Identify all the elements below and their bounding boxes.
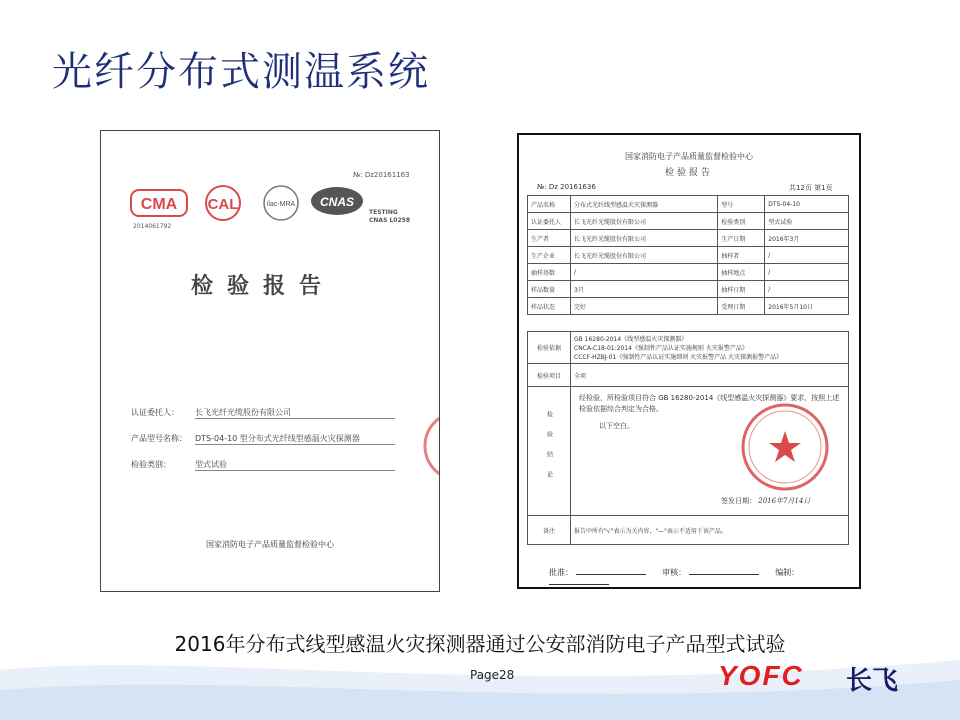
review-label: 审核： [662, 568, 687, 577]
yofc-logo: YOFC [718, 660, 804, 691]
cma-logo-text: CMA [140, 196, 178, 213]
report-page-count: 共12页 第1页 [789, 184, 833, 192]
items-row [528, 364, 849, 387]
note-value: 报告中所有"√"表示为关内容，"—"表示不适用于该产品。 [571, 516, 849, 545]
product-value: DTS-04-10 型分布式光纤线型感温火灾探测器 [195, 433, 395, 445]
ilac-logo [257, 183, 305, 225]
inspection-report-cover [100, 130, 440, 592]
report-field-label: 产品名称 [528, 196, 571, 213]
report-field-label: 抽样者 [718, 247, 765, 264]
report-field-value: / [765, 281, 849, 298]
compile-label: 编制： [775, 568, 800, 577]
page-number: Page28 [470, 668, 515, 682]
report-field-value: 完好 [571, 298, 718, 315]
conclusion-cell [571, 387, 849, 516]
client-value: 长飞光纤光缆股份有限公司 [195, 407, 395, 419]
slide-title: 光纤分布式测温系统 [52, 49, 430, 95]
report-field-value: 3只 [571, 281, 718, 298]
report-row [528, 264, 849, 281]
product-label: 产品型号名称： [131, 434, 187, 443]
report-row [528, 230, 849, 247]
report-row [528, 298, 849, 315]
note-row [528, 516, 849, 545]
report-field-label: 抽样日期 [718, 281, 765, 298]
report-field-value: 长飞光纤光缆股份有限公司 [571, 230, 718, 247]
report-row [528, 196, 849, 213]
report-field-value: / [571, 264, 718, 281]
items-label: 检验项目 [528, 364, 571, 387]
slide-caption: 2016年分布式线型感温火灾探测器通过公安部消防电子产品型式试验 [174, 632, 786, 656]
category-label: 检验类别： [131, 460, 171, 469]
report-row [528, 281, 849, 298]
report-field-label: 样品状态 [528, 298, 571, 315]
brand-cn-logo: 长飞 [846, 666, 899, 696]
issuer-footer: 国家消防电子产品质量监督检验中心 [206, 540, 334, 549]
report-field-label: 认证委托人 [528, 213, 571, 230]
basis-value [571, 332, 849, 364]
signature-row [549, 567, 859, 587]
approve-signature [576, 574, 646, 575]
stamp-edge [419, 411, 439, 481]
report-field-value: / [765, 247, 849, 264]
cma-number: 2014061792 [133, 223, 172, 230]
report-field-label: 生产日期 [718, 230, 765, 247]
cnas-number: CNAS L0258 [369, 217, 411, 224]
basis-line: CNCA-C18-01:2014《强制性产品认证实施规则 火灾报警产品》 [574, 345, 748, 352]
cma-logo [129, 186, 189, 226]
report-org: 国家消防电子产品质量监督检验中心 [625, 152, 753, 161]
category-field [131, 459, 395, 471]
report-field-label: 检验类别 [718, 213, 765, 230]
blank-note: 以下空白。 [599, 422, 634, 430]
cnas-logo [309, 183, 365, 219]
testing-label: TESTING [369, 209, 398, 216]
report-field-value: 2016年5月10日 [765, 298, 849, 315]
report-field-label: 抽样地点 [718, 264, 765, 281]
report-lower-section [527, 331, 849, 561]
ilac-logo-text: ilac-MRA [266, 201, 296, 208]
report-field-label: 型号 [718, 196, 765, 213]
report-field-label: 生产企业 [528, 247, 571, 264]
report-serial: №: Dz20161163 [353, 171, 410, 179]
client-field [131, 407, 395, 419]
approve-label: 批准： [549, 568, 573, 577]
client-label: 认证委托人： [131, 408, 179, 417]
report-heading: 检验报告 [191, 274, 336, 299]
report-page-serial: №: Dz 20161636 [537, 183, 596, 191]
items-value: 全项 [571, 364, 849, 387]
inspection-report-page [517, 133, 861, 589]
report-field-value: 长飞光纤光缆股份有限公司 [571, 213, 718, 230]
cnas-logo-text: CNAS [319, 195, 355, 209]
report-field-value: 长飞光纤光缆股份有限公司 [571, 247, 718, 264]
conclusion-text: 经检验，所检验项目符合 GB 16280-2014《线型感温火灾探测器》要求，按照上述检验依据综合判定为合格。 [579, 394, 840, 413]
report-field-label: 抽样基数 [528, 264, 571, 281]
report-row [528, 213, 849, 230]
basis-row [528, 332, 849, 364]
report-basis-table [527, 331, 849, 545]
issue-label: 签发日期： [721, 497, 756, 505]
report-field-label: 样品数量 [528, 281, 571, 298]
basis-line: CCCF-HZBJ-01《强制性产品认证实施细则 火灾报警产品 火灾探测报警产品》 [574, 354, 783, 361]
report-table [527, 195, 849, 315]
report-field-value: DTS-04-10 [765, 196, 849, 213]
issue-date-row [721, 496, 810, 507]
compile-signature [549, 584, 609, 585]
product-field [131, 433, 395, 445]
report-field-value: / [765, 264, 849, 281]
cal-logo [199, 183, 249, 225]
report-field-value: 2016年3月 [765, 230, 849, 247]
report-field-value: 型式试验 [765, 213, 849, 230]
conclusion-row [528, 387, 849, 516]
official-stamp [739, 401, 831, 493]
basis-label: 检验依据 [528, 332, 571, 364]
report-row [528, 247, 849, 264]
note-label: 备注 [528, 516, 571, 545]
issue-date: 2016年7月14日 [758, 497, 811, 505]
cal-logo-text: CAL [207, 196, 239, 213]
report-field-label: 受理日期 [718, 298, 765, 315]
report-field-value: 分布式光纤线型感温火灾探测器 [571, 196, 718, 213]
conclusion-label: 检验结论 [528, 387, 571, 516]
basis-line: GB 16280-2014《线型感温火灾探测器》 [574, 336, 688, 343]
review-signature [689, 574, 759, 575]
category-value: 型式试验 [195, 459, 395, 471]
report-page-heading: 检验报告 [664, 168, 713, 178]
report-field-label: 生产者 [528, 230, 571, 247]
